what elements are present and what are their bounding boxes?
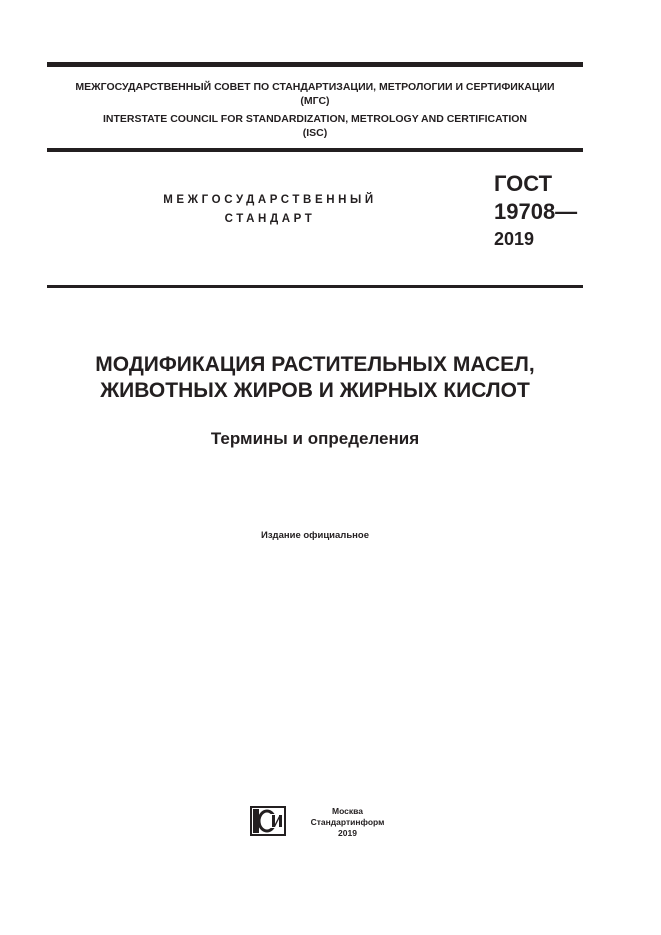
publisher-name: Стандартинформ xyxy=(310,817,385,827)
publisher-year: 2019 xyxy=(338,828,357,838)
designation-year: 2019 xyxy=(494,229,535,249)
document-title-line1: МОДИФИКАЦИЯ РАСТИТЕЛЬНЫХ МАСЕЛ, xyxy=(95,353,535,376)
council-name-ru xyxy=(47,80,583,108)
council-abbr-ru: (МГС) xyxy=(300,95,330,107)
council-name-en xyxy=(47,112,583,140)
edition-note: Издание официальное xyxy=(261,530,369,541)
designation-rule xyxy=(47,285,583,288)
designation-prefix: ГОСТ xyxy=(494,171,553,196)
council-abbr-en: (ISC) xyxy=(302,127,328,139)
council-name-ru-line: МЕЖГОСУДАРСТВЕННЫЙ СОВЕТ ПО СТАНДАРТИЗАЦИИ, МЕТРОЛОГИИ И СЕРТИФИКАЦИИ xyxy=(75,81,555,93)
standard-designation xyxy=(494,170,577,252)
designation-number: 19708— xyxy=(494,199,578,224)
standard-type xyxy=(140,191,400,229)
document-subtitle: Термины и определения xyxy=(210,429,420,448)
standard-type-line1: МЕЖГОСУДАРСТВЕННЫЙ xyxy=(163,194,377,206)
council-name-en-line: INTERSTATE COUNCIL FOR STANDARDIZATION, METROLOGY AND CERTIFICATION xyxy=(102,113,528,125)
publisher-city: Москва xyxy=(332,806,363,816)
document-title xyxy=(40,352,590,404)
document-title-line2: ЖИВОТНЫХ ЖИРОВ И ЖИРНЫХ КИСЛОТ xyxy=(100,379,530,402)
standard-type-line2: СТАНДАРТ xyxy=(224,213,316,225)
top-rule xyxy=(47,62,583,67)
publisher-block xyxy=(300,806,395,839)
standartinform-logo-icon xyxy=(250,806,286,836)
header-rule xyxy=(47,148,583,152)
